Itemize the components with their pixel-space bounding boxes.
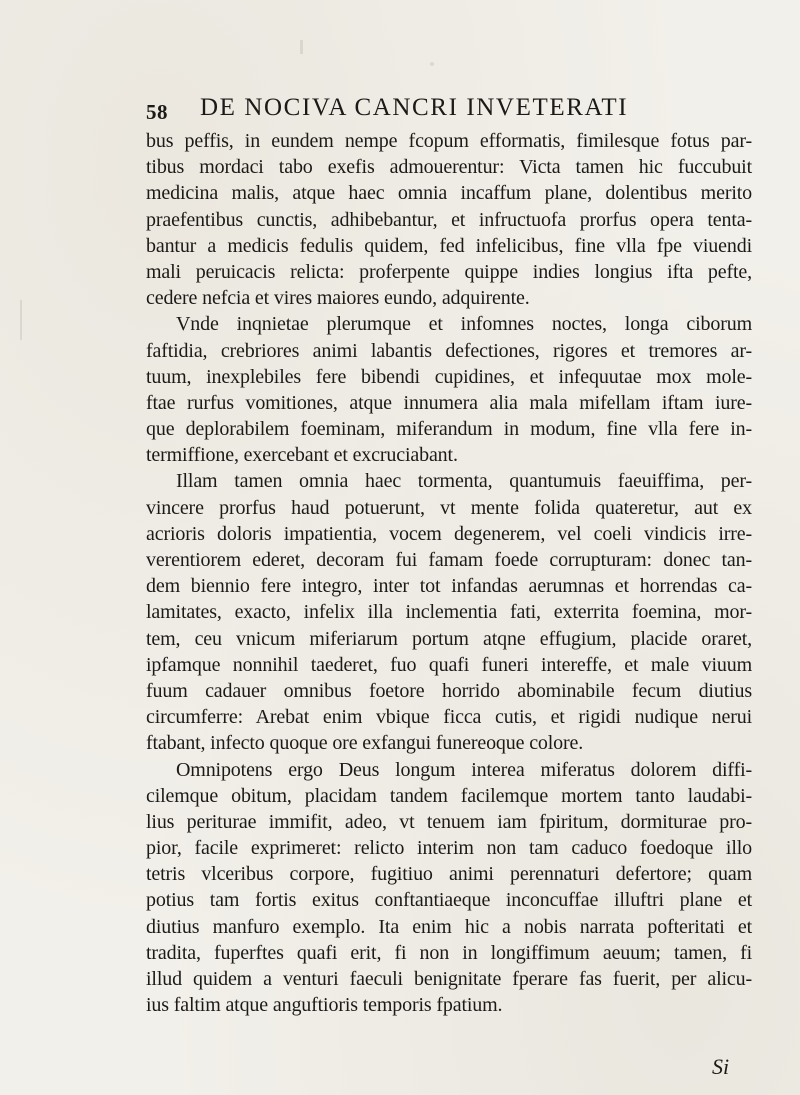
text-line: ftae rurfus vomitiones, atque innumera alia mala mifellam iftam iure- [146,391,752,414]
text-line: tuum, inexplebiles fere bibendi cupidines, et infequutae mox mole- [146,365,752,388]
text-line: fuum cadauer omnibus foetore horrido abominabile fecum diutius [146,679,752,702]
paper-stain [300,40,303,54]
text-line: tetris vlceribus corpore, fugitiuo animi perennaturi defertore; quam [146,863,752,886]
running-head: DE NOCIVA CANCRI INVETERATI [200,94,629,121]
text-line: ius faltim atque anguftioris temporis fpatium. [146,994,503,1017]
text-line: acrioris doloris impatientia, vocem degenerem, vel coeli vindicis irre- [146,522,752,545]
text-line: cedere nefcia et vires maiores eundo, adquirente. [146,287,530,310]
paper-stain [20,300,22,340]
text-line: lamitates, exacto, infelix illa inclementia fati, exterrita foemina, mor- [146,601,752,624]
text-line: que deplorabilem foeminam, miferandum in modum, fine vlla fere in- [146,418,752,441]
text-line: medicina malis, atque haec omnia incaffum plane, dolentibus merito [146,182,752,205]
text-line: lius perituraе immifit, adeo, vt tenuem iam fpiritum, dormiturae pro- [146,810,752,833]
text-line: ftabant, infecto quoque ore exfangui funereoque colore. [146,732,584,755]
text-line: tradita, fuperftes quafi erit, fi non in longiffimum aeuum; tamen, fi [146,941,752,964]
text-line: Omnipotens ergo Deus longum interea miferatus dolorem diffi- [176,758,752,781]
text-line: praefentibus cunctis, adhibebantur, et infructuofa prorfus opera tenta- [146,208,752,231]
text-line: faftidia, crebriores animi labantis defectiones, rigores et tremores ar- [146,339,752,362]
text-line: bus peffis, in eundem nempe fcopum efformatis, fimilesque fotus par- [146,130,752,152]
text-line: dem biennio fere integro, inter tot infandas aerumnas et horrendas ca- [146,575,752,598]
text-line: verentiorem ederet, decoram fui famam foede corrupturam: donec tan- [146,549,752,571]
text-line: bantur a medicis fedulis quidem, fed infelicibus, fine vlla fpe viuendi [146,234,752,257]
text-line: Vnde inqnietae plerumque et infomnes noctes, longa ciborum [176,313,752,336]
text-line: potius tam fortis exitus conftantiaeque inconcuffae illuftri plane et [146,889,752,912]
text-line: illud quidem a venturi faeculi benignitate fperare fas fuerit, per alicu- [146,968,752,990]
text-line: cilemque obitum, placidam tandem facilemque mortem tanto laudabi- [146,784,752,807]
text-line: diutius manfuro exemplo. Ita enim hic a nobis narrata pofteritati et [146,915,752,938]
text-line: termiffione, exercebant et excruciabant. [146,444,458,467]
text-line: Illam tamen omnia haec tormenta, quantumuis faeuiffima, per- [176,470,752,493]
text-line: ipfamque nonnihil taederet, fuo quafi funeri intereffe, et male viuum [146,653,752,676]
paper-stain [430,62,434,66]
text-line: circumferre: Arebat enim vbique ficca cutis, et rigidi nudique nerui [146,706,752,729]
page-number: 58 [146,100,168,124]
text-line: tem, ceu vnicum miferiarum portum atqne effugium, placide oraret, [146,627,752,650]
text-line: vincere prorfus haud potuerunt, vt mente folida quateretur, aut ex [146,496,752,519]
catchword: Si [712,1054,730,1079]
page-header [146,94,746,126]
text-line: mali peruicacis relicta: proferpente quippe indies longius ifta pefte, [146,260,752,283]
text-line: pior, facile exprimeret: relicto interim non tam caduco foedoque illo [146,837,752,860]
text-line: tibus mordaci tabo exefis admouerentur: Victa tamen hic fuccubuit [146,156,752,179]
body-text [146,128,752,1018]
